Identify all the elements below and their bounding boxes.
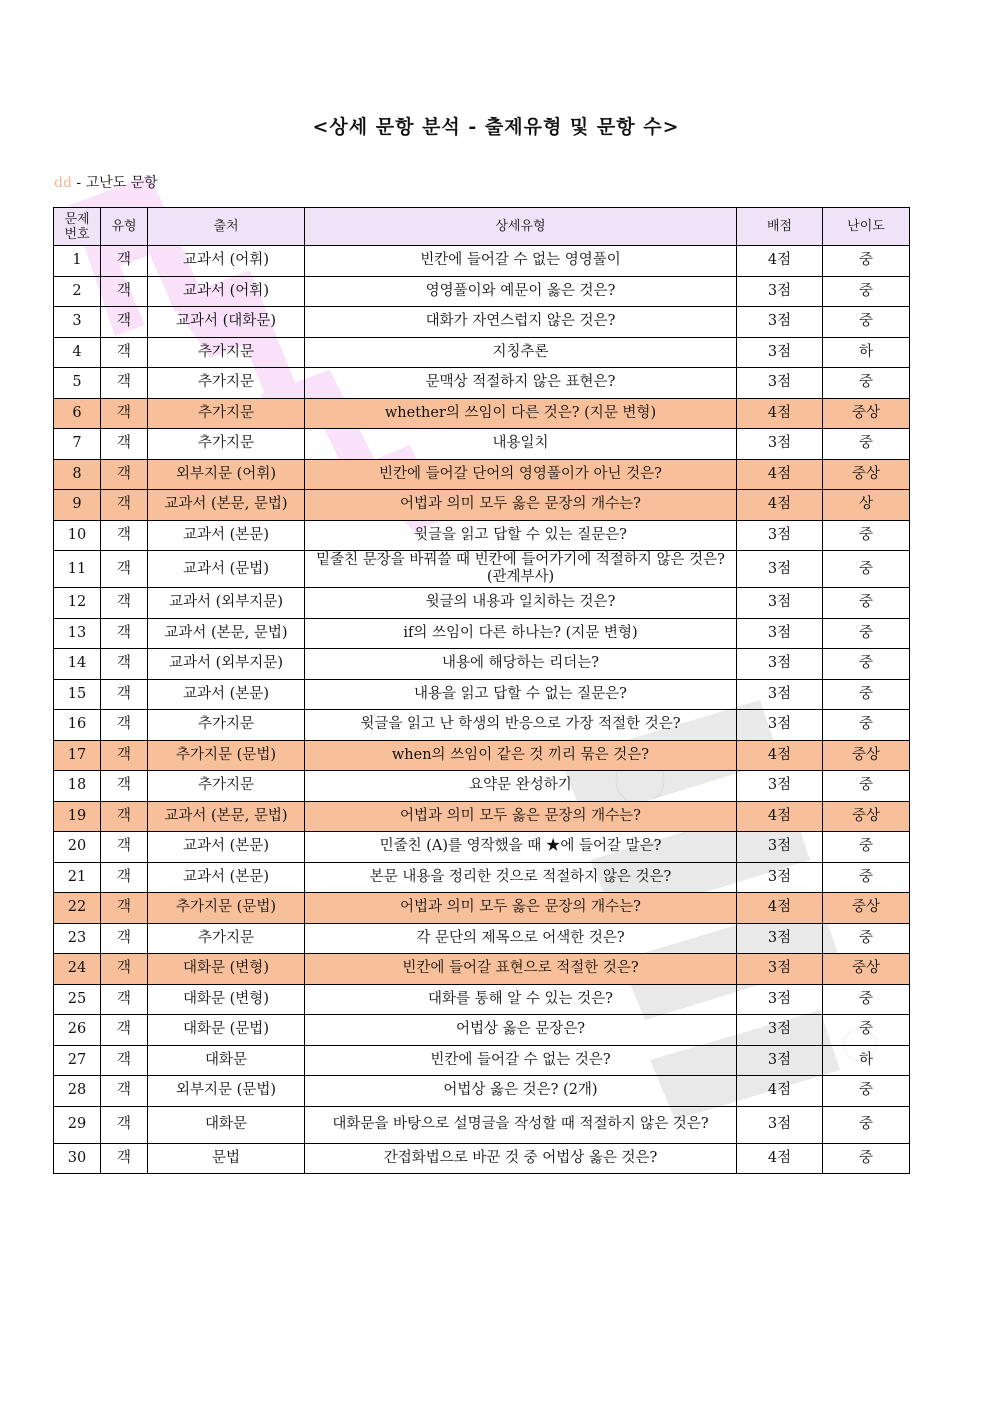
cell-num: 15 <box>54 679 101 710</box>
cell-level: 중 <box>823 1015 910 1046</box>
cell-num: 27 <box>54 1045 101 1076</box>
table-row <box>54 520 910 551</box>
cell-num: 16 <box>54 710 101 741</box>
cell-score: 3점 <box>737 984 823 1015</box>
table-row <box>54 679 910 710</box>
cell-num: 14 <box>54 649 101 680</box>
cell-type: 객 <box>101 276 148 307</box>
cell-type: 객 <box>101 923 148 954</box>
table-row <box>54 307 910 338</box>
cell-score: 3점 <box>737 679 823 710</box>
cell-level: 하 <box>823 1045 910 1076</box>
cell-num: 11 <box>54 551 101 588</box>
cell-score: 4점 <box>737 398 823 429</box>
cell-num: 9 <box>54 490 101 521</box>
cell-source: 교과서 (본문) <box>148 832 305 863</box>
cell-score: 3점 <box>737 368 823 399</box>
table-row <box>54 710 910 741</box>
cell-source: 대화문 (문법) <box>148 1015 305 1046</box>
cell-score: 3점 <box>737 307 823 338</box>
cell-source: 교과서 (문법) <box>148 551 305 588</box>
cell-detail: 민줄친 (A)를 영작했을 때 ★에 들어갈 말은? <box>305 832 737 863</box>
cell-detail: 요약문 완성하기 <box>305 771 737 802</box>
cell-level: 중 <box>823 771 910 802</box>
table-row <box>54 276 910 307</box>
table-row <box>54 1143 910 1174</box>
cell-num: 10 <box>54 520 101 551</box>
cell-type: 객 <box>101 1076 148 1107</box>
cell-type: 객 <box>101 649 148 680</box>
cell-type: 객 <box>101 954 148 985</box>
cell-num: 26 <box>54 1015 101 1046</box>
cell-source: 추가지문 <box>148 368 305 399</box>
table-row <box>54 588 910 619</box>
cell-detail: 영영풀이와 예문이 옳은 것은? <box>305 276 737 307</box>
cell-detail: 윗글을 읽고 난 학생의 반응으로 가장 적절한 것은? <box>305 710 737 741</box>
cell-detail: 빈칸에 들어갈 수 없는 것은? <box>305 1045 737 1076</box>
cell-score: 3점 <box>737 710 823 741</box>
cell-score: 4점 <box>737 740 823 771</box>
cell-type: 객 <box>101 893 148 924</box>
cell-type: 객 <box>101 1045 148 1076</box>
table-row <box>54 954 910 985</box>
cell-level: 중 <box>823 276 910 307</box>
table-row <box>54 429 910 460</box>
cell-num: 22 <box>54 893 101 924</box>
table-row <box>54 1076 910 1107</box>
cell-level: 중 <box>823 1106 910 1143</box>
table-row <box>54 459 910 490</box>
table-row <box>54 832 910 863</box>
cell-type: 객 <box>101 710 148 741</box>
cell-level: 중 <box>823 1076 910 1107</box>
cell-type: 객 <box>101 551 148 588</box>
cell-num: 13 <box>54 618 101 649</box>
cell-detail: whether의 쓰임이 다른 것은? (지문 변형) <box>305 398 737 429</box>
cell-type: 객 <box>101 459 148 490</box>
cell-detail: 윗글을 읽고 답할 수 있는 질문은? <box>305 520 737 551</box>
cell-type: 객 <box>101 1106 148 1143</box>
cell-type: 객 <box>101 307 148 338</box>
cell-score: 3점 <box>737 649 823 680</box>
cell-level: 중 <box>823 618 910 649</box>
cell-level: 중 <box>823 307 910 338</box>
cell-detail: 어법상 옳은 것은? (2개) <box>305 1076 737 1107</box>
cell-source: 교과서 (본문) <box>148 862 305 893</box>
cell-level: 중 <box>823 368 910 399</box>
cell-score: 3점 <box>737 1045 823 1076</box>
table-row <box>54 618 910 649</box>
page-title: <상세 문항 분석 - 출제유형 및 문항 수> <box>312 116 680 138</box>
cell-level: 중상 <box>823 801 910 832</box>
cell-source: 대화문 (변형) <box>148 984 305 1015</box>
cell-level: 중 <box>823 520 910 551</box>
cell-type: 객 <box>101 429 148 460</box>
legend <box>54 172 158 192</box>
table-row <box>54 740 910 771</box>
header-level: 난이도 <box>823 208 910 246</box>
table-row <box>54 1106 910 1143</box>
cell-type: 객 <box>101 588 148 619</box>
table-header-row <box>54 208 910 246</box>
cell-source: 문법 <box>148 1143 305 1174</box>
cell-level: 중 <box>823 1143 910 1174</box>
cell-score: 4점 <box>737 490 823 521</box>
cell-type: 객 <box>101 679 148 710</box>
cell-detail: 내용에 해당하는 리더는? <box>305 649 737 680</box>
cell-type: 객 <box>101 801 148 832</box>
header-type: 유형 <box>101 208 148 246</box>
cell-score: 3점 <box>737 771 823 802</box>
cell-detail: 빈칸에 들어갈 단어의 영영풀이가 아닌 것은? <box>305 459 737 490</box>
cell-num: 8 <box>54 459 101 490</box>
table-row <box>54 862 910 893</box>
cell-level: 상 <box>823 490 910 521</box>
cell-detail: 대화문을 바탕으로 설명글을 작성할 때 적절하지 않은 것은? <box>305 1106 737 1143</box>
cell-type: 객 <box>101 368 148 399</box>
cell-type: 객 <box>101 862 148 893</box>
cell-source: 교과서 (외부지문) <box>148 649 305 680</box>
cell-level: 중 <box>823 551 910 588</box>
table-row <box>54 801 910 832</box>
cell-source: 추가지문 (문법) <box>148 740 305 771</box>
cell-source: 교과서 (본문) <box>148 520 305 551</box>
cell-num: 28 <box>54 1076 101 1107</box>
header-score: 배점 <box>737 208 823 246</box>
cell-score: 3점 <box>737 429 823 460</box>
cell-detail: 어법상 옳은 문장은? <box>305 1015 737 1046</box>
cell-score: 4점 <box>737 459 823 490</box>
cell-num: 5 <box>54 368 101 399</box>
cell-level: 중 <box>823 588 910 619</box>
cell-num: 4 <box>54 337 101 368</box>
cell-type: 객 <box>101 1015 148 1046</box>
cell-type: 객 <box>101 490 148 521</box>
cell-detail: 대화가 자연스럽지 않은 것은? <box>305 307 737 338</box>
cell-detail: 간접화법으로 바꾼 것 중 어법상 옳은 것은? <box>305 1143 737 1174</box>
cell-source: 교과서 (본문, 문법) <box>148 618 305 649</box>
cell-level: 중 <box>823 429 910 460</box>
cell-level: 중 <box>823 710 910 741</box>
cell-num: 29 <box>54 1106 101 1143</box>
cell-level: 중상 <box>823 954 910 985</box>
cell-score: 4점 <box>737 1143 823 1174</box>
question-analysis-table <box>53 207 910 1174</box>
cell-detail: when의 쓰임이 같은 것 끼리 묶은 것은? <box>305 740 737 771</box>
cell-num: 24 <box>54 954 101 985</box>
cell-level: 중상 <box>823 398 910 429</box>
cell-score: 3점 <box>737 1015 823 1046</box>
cell-source: 교과서 (본문, 문법) <box>148 490 305 521</box>
cell-num: 21 <box>54 862 101 893</box>
cell-type: 객 <box>101 618 148 649</box>
cell-level: 하 <box>823 337 910 368</box>
table-row <box>54 246 910 277</box>
cell-source: 교과서 (외부지문) <box>148 588 305 619</box>
cell-level: 중 <box>823 679 910 710</box>
cell-score: 3점 <box>737 954 823 985</box>
table-row <box>54 984 910 1015</box>
cell-level: 중상 <box>823 459 910 490</box>
cell-source: 교과서 (어휘) <box>148 276 305 307</box>
cell-type: 객 <box>101 398 148 429</box>
cell-num: 25 <box>54 984 101 1015</box>
cell-score: 4점 <box>737 246 823 277</box>
cell-type: 객 <box>101 1143 148 1174</box>
cell-detail: 밑줄친 문장을 바꿔쓸 때 빈칸에 들어가기에 적절하지 않은 것은? (관계부사) <box>305 551 737 588</box>
cell-type: 객 <box>101 520 148 551</box>
cell-detail: 내용일치 <box>305 429 737 460</box>
table-row <box>54 368 910 399</box>
cell-type: 객 <box>101 246 148 277</box>
cell-num: 3 <box>54 307 101 338</box>
cell-score: 3점 <box>737 618 823 649</box>
table-row <box>54 551 910 588</box>
cell-detail: 본문 내용을 정리한 것으로 적절하지 않은 것은? <box>305 862 737 893</box>
cell-source: 추가지문 <box>148 337 305 368</box>
table-row <box>54 893 910 924</box>
cell-source: 대화문 <box>148 1045 305 1076</box>
cell-num: 30 <box>54 1143 101 1174</box>
cell-score: 3점 <box>737 551 823 588</box>
cell-source: 추가지문 (문법) <box>148 893 305 924</box>
cell-detail: 빈칸에 들어갈 수 없는 영영풀이 <box>305 246 737 277</box>
header-source: 출처 <box>148 208 305 246</box>
table-row <box>54 1015 910 1046</box>
cell-detail: 어법과 의미 모두 옳은 문장의 개수는? <box>305 893 737 924</box>
cell-type: 객 <box>101 337 148 368</box>
cell-source: 추가지문 <box>148 398 305 429</box>
table-row <box>54 337 910 368</box>
cell-num: 23 <box>54 923 101 954</box>
cell-num: 6 <box>54 398 101 429</box>
table-row <box>54 490 910 521</box>
cell-source: 외부지문 (어휘) <box>148 459 305 490</box>
cell-score: 3점 <box>737 276 823 307</box>
table-row <box>54 771 910 802</box>
cell-detail: 대화를 통해 알 수 있는 것은? <box>305 984 737 1015</box>
table-row <box>54 1045 910 1076</box>
cell-num: 19 <box>54 801 101 832</box>
cell-score: 4점 <box>737 1076 823 1107</box>
cell-detail: 빈칸에 들어갈 표현으로 적절한 것은? <box>305 954 737 985</box>
cell-detail: if의 쓰임이 다른 하나는? (지문 변형) <box>305 618 737 649</box>
cell-source: 추가지문 <box>148 771 305 802</box>
cell-source: 교과서 (본문, 문법) <box>148 801 305 832</box>
cell-num: 7 <box>54 429 101 460</box>
cell-level: 중상 <box>823 740 910 771</box>
cell-detail: 지칭추론 <box>305 337 737 368</box>
cell-detail: 윗글의 내용과 일치하는 것은? <box>305 588 737 619</box>
cell-score: 3점 <box>737 1106 823 1143</box>
cell-source: 교과서 (어휘) <box>148 246 305 277</box>
cell-num: 12 <box>54 588 101 619</box>
cell-detail: 어법과 의미 모두 옳은 문장의 개수는? <box>305 801 737 832</box>
cell-detail: 어법과 의미 모두 옳은 문장의 개수는? <box>305 490 737 521</box>
cell-score: 3점 <box>737 923 823 954</box>
cell-type: 객 <box>101 832 148 863</box>
cell-level: 중상 <box>823 893 910 924</box>
cell-level: 중 <box>823 862 910 893</box>
cell-detail: 문맥상 적절하지 않은 표현은? <box>305 368 737 399</box>
legend-label: - 고난도 문항 <box>76 175 158 191</box>
header-num: 문제 번호 <box>54 208 101 246</box>
cell-level: 중 <box>823 649 910 680</box>
cell-score: 3점 <box>737 588 823 619</box>
cell-score: 4점 <box>737 801 823 832</box>
cell-source: 추가지문 <box>148 429 305 460</box>
table-row <box>54 923 910 954</box>
header-detail: 상세유형 <box>305 208 737 246</box>
cell-detail: 각 문단의 제목으로 어색한 것은? <box>305 923 737 954</box>
cell-score: 4점 <box>737 893 823 924</box>
cell-num: 18 <box>54 771 101 802</box>
cell-source: 추가지문 <box>148 923 305 954</box>
cell-type: 객 <box>101 984 148 1015</box>
cell-score: 3점 <box>737 337 823 368</box>
table-row <box>54 649 910 680</box>
cell-source: 교과서 (본문) <box>148 679 305 710</box>
cell-type: 객 <box>101 740 148 771</box>
cell-num: 20 <box>54 832 101 863</box>
cell-score: 3점 <box>737 832 823 863</box>
cell-source: 교과서 (대화문) <box>148 307 305 338</box>
cell-type: 객 <box>101 771 148 802</box>
cell-score: 3점 <box>737 520 823 551</box>
cell-source: 대화문 <box>148 1106 305 1143</box>
cell-level: 중 <box>823 246 910 277</box>
cell-source: 추가지문 <box>148 710 305 741</box>
cell-detail: 내용을 읽고 답할 수 없는 질문은? <box>305 679 737 710</box>
cell-num: 1 <box>54 246 101 277</box>
cell-level: 중 <box>823 984 910 1015</box>
table-row <box>54 398 910 429</box>
cell-level: 중 <box>823 832 910 863</box>
cell-score: 3점 <box>737 862 823 893</box>
cell-source: 외부지문 (문법) <box>148 1076 305 1107</box>
legend-swatch: dd <box>54 175 72 191</box>
cell-level: 중 <box>823 923 910 954</box>
cell-num: 17 <box>54 740 101 771</box>
cell-source: 대화문 (변형) <box>148 954 305 985</box>
cell-num: 2 <box>54 276 101 307</box>
